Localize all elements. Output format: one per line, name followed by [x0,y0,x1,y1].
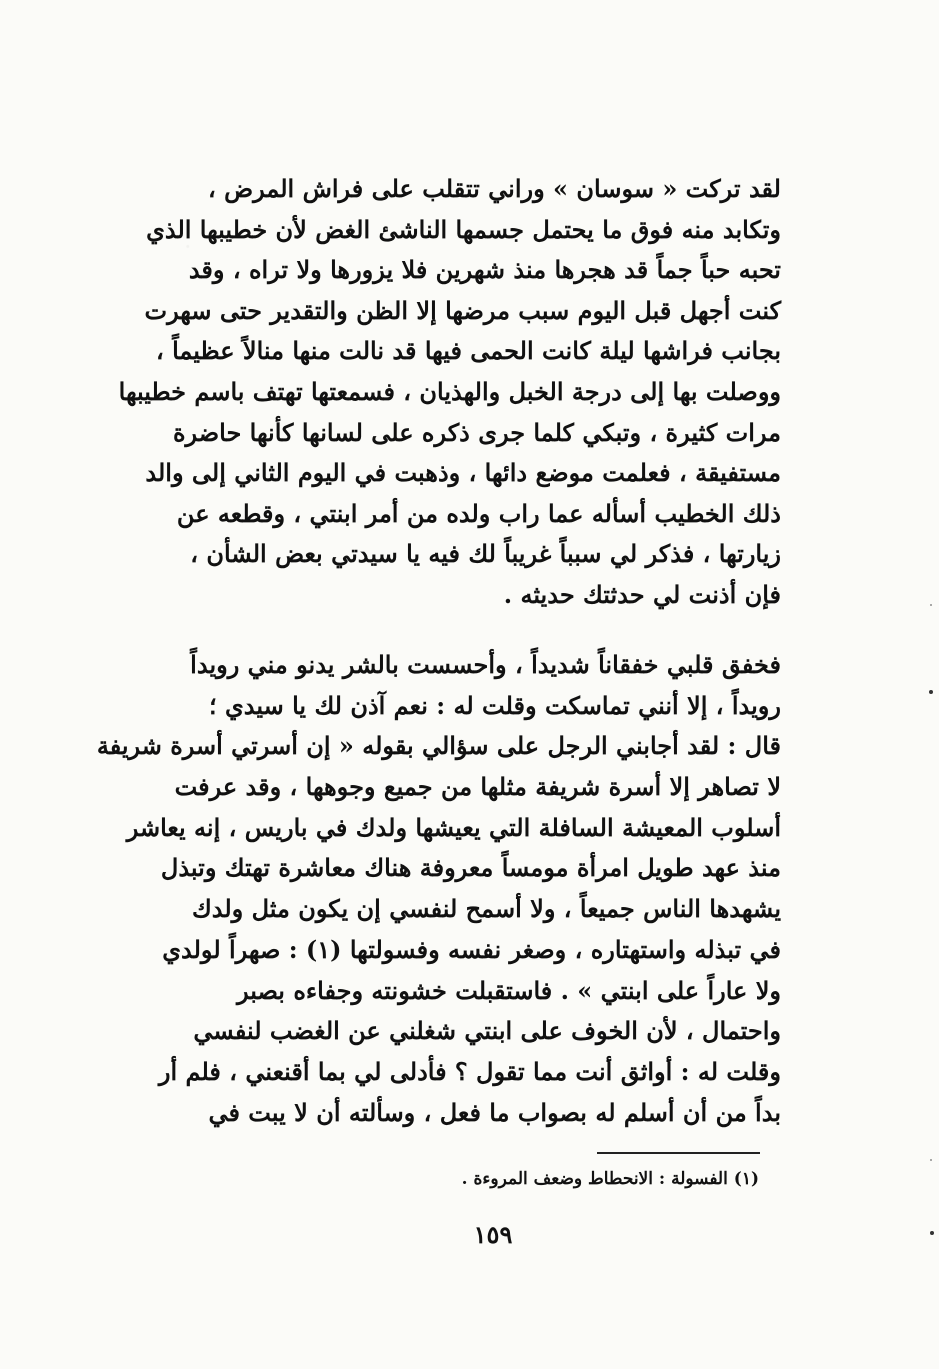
paragraph-2-line-9: ولا عاراً على ابنتي » . فاستقبلت خشونته وجفاءه بصبر [236,975,781,1005]
scan-speck [930,604,932,606]
page-number: ١٥٩ [473,1220,513,1249]
paragraph-1-line-5: بجانب فراشها ليلة كانت الحمى فيها قد نالت منها منالاً عظيماً ، [156,336,781,366]
paragraph-1-line-9: ذلك الخطيب أسأله عما راب ولده من أمر ابنتي ، وقطعه عن [176,498,781,528]
paragraph-2-line-3: قال : لقد أجابني الرجل على سؤالي بقوله « إن أسرتي أسرة شريفة [96,731,781,761]
paragraph-1 [118,169,781,616]
paragraph-2-line-11: وقلت له : أواثق أنت مما تقول ؟ فأدلى لي بما أقنعني ، فلم أر [158,1056,781,1086]
paragraph-1-line-4: كنت أجهل قبل اليوم سبب مرضها إلا الظن والتقدير حتى سهرت [144,295,781,325]
paragraph-1-line-10: زيارتها ، فذكر لي سبباً غريباً لك فيه يا سيدتي بعض الشأن ، [190,539,781,569]
paragraph-2-line-5: أسلوب المعيشة السافلة التي يعيشها ولدك في باريس ، إنه يعاشر [126,812,781,842]
paragraph-2-line-6: منذ عهد طويل امرأة مومساً معروفة هناك معاشرة تهتك وتبذل [160,853,781,883]
scan-mark [930,1231,934,1235]
paragraph-1-line-2: وتكابد منه فوق ما يحتمل جسمها الناشئ الغض لأن خطيبها الذي [146,214,781,244]
paragraph-1-line-8: مستفيقة ، فعلمت موضع دائها ، وذهبت في اليوم الثاني إلى والد [145,458,781,488]
paragraph-2-line-2: رويداً ، إلا أنني تماسكت وقلت له : نعم آذن لك يا سيدي ؛ [209,690,781,720]
paragraph-2 [96,645,781,1133]
paragraph-1-line-1: لقد تركت « سوسان » وراني تتقلب على فراش المرض ، [208,174,781,203]
paragraph-1-line-3: تحبه حباً جماً قد هجرها منذ شهرين فلا يزورها ولا تراه ، وقد [188,255,781,285]
paragraph-1-line-7: مرات كثيرة ، وتبكي كلما جرى ذكره على لسانها كأنها حاضرة [172,417,781,447]
paragraph-2-line-10: واحتمال ، لأن الخوف على ابنتي شغلني عن الغضب لنفسي [193,1016,781,1046]
footnote: (١) الفسولة : الانحطاط وضعف المروءة . [461,1169,759,1189]
paragraph-1-line-6: ووصلت بها إلى درجة الخبل والهذيان ، فسمعتها تهتف باسم خطيبها [118,376,781,406]
paragraph-2-line-4: لا تصاهر إلا أسرة شريفة مثلها من جميع وجوهها ، وقد عرفت [174,772,781,802]
paragraph-2-line-1: فخفق قلبي خفقاناً شديداً ، وأحسست بالشر يدنو مني رويداً [190,650,781,679]
paragraph-2-line-7: يشهدها الناس جميعاً ، ولا أسمح لنفسي إن يكون مثل ولدك [191,894,781,924]
paragraph-2-line-12: بداً من أن أسلم له بصواب ما فعل ، وسألته أن لا يبت في [208,1097,781,1127]
paragraph-1-line-11: فإن أذنت لي حدثتك حديثه . [503,579,781,609]
scan-speck [930,1159,932,1161]
footnote-divider [597,1152,760,1154]
scan-mark [929,690,933,694]
paragraph-2-line-8: في تبذله واستهتاره ، وصغر نفسه وفسولتها (١) : صهراً لولدي [162,934,781,964]
